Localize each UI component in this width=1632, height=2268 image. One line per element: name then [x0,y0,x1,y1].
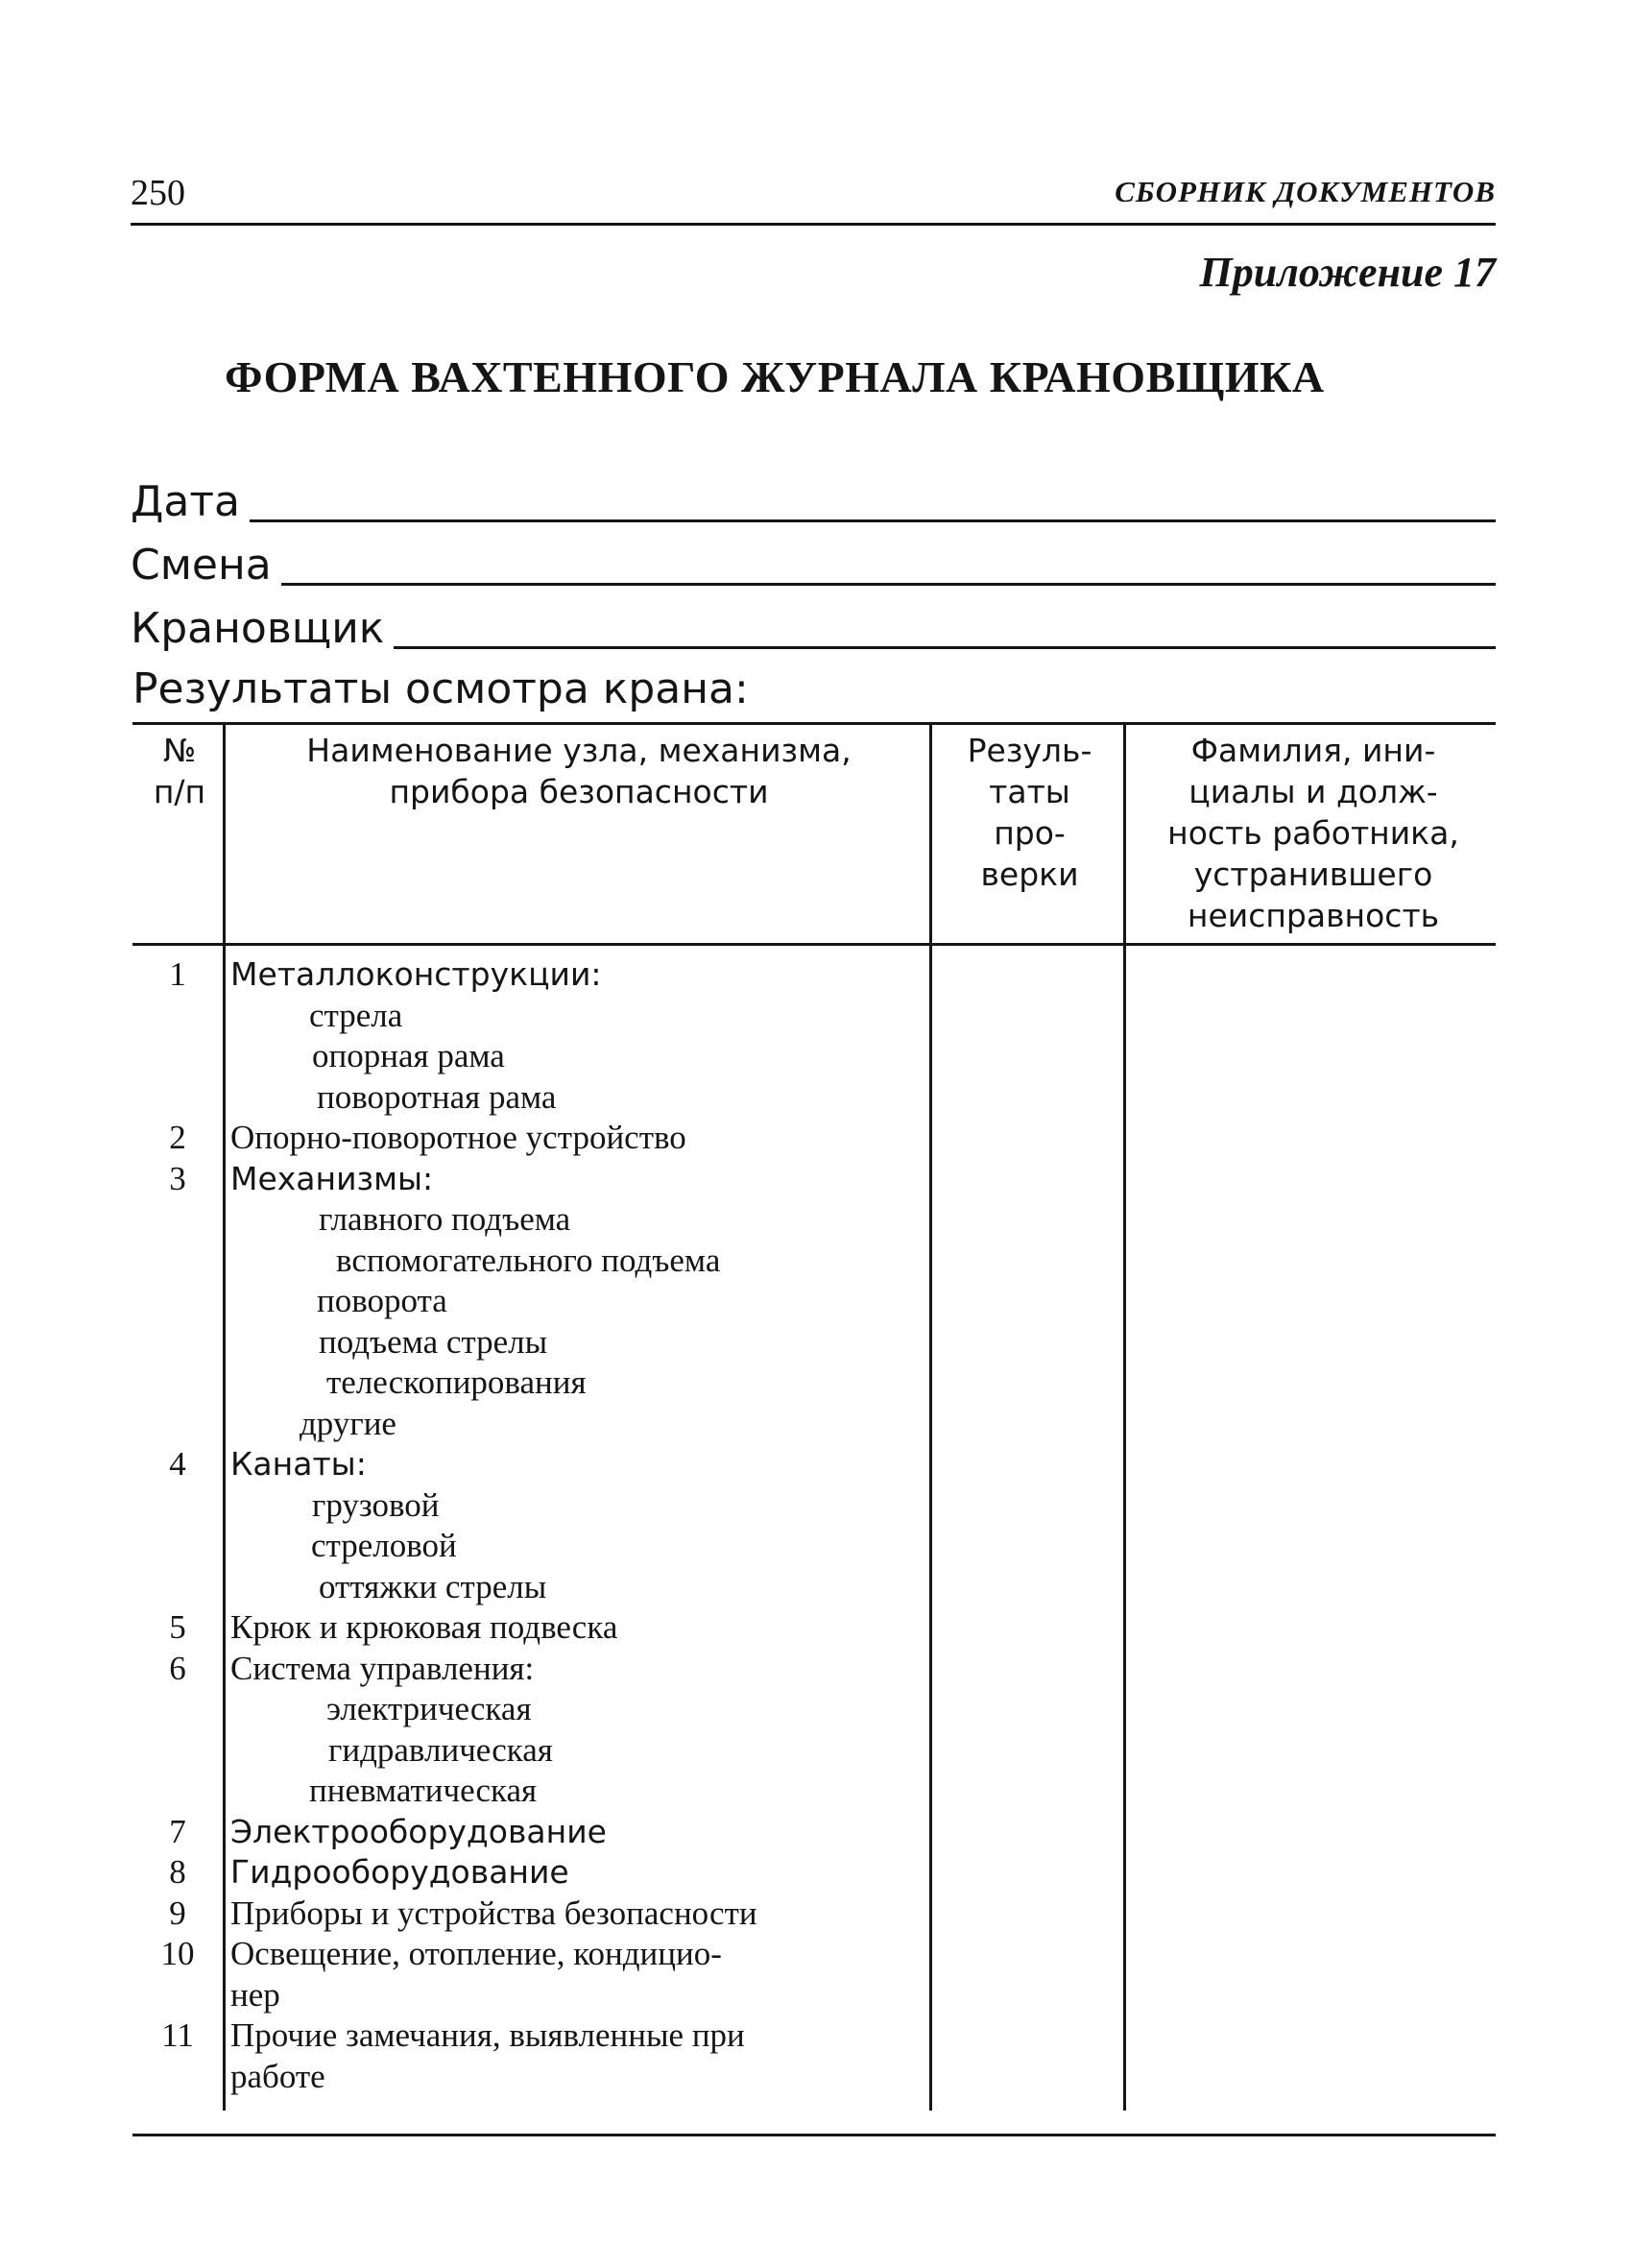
table-row [0,996,1632,1037]
header-person-line: ность работника, [1167,814,1459,852]
table-bottom-rule [132,2134,1496,2136]
shift-label: Смена [131,540,281,591]
table-row [0,954,1632,996]
table-row [0,1444,1632,1485]
header-person-line: Фамилия, ини- [1190,732,1436,769]
table-row [0,1567,1632,1608]
shift-fill-line [275,583,1496,586]
results-heading: Результаты осмотра крана: [132,664,749,713]
header-person-line: устранившего [1193,856,1433,893]
table-row [0,1363,1632,1404]
table-row [0,1281,1632,1322]
date-label: Дата [131,476,250,528]
header-result-line: таты [989,773,1070,810]
row-subitem: главного подъема [319,1200,571,1238]
row-subitem: электрическая [326,1690,532,1727]
table-row [0,1975,1632,2016]
row-number: 3 [169,1159,186,1197]
row-item: Система управления: [230,1649,535,1687]
row-subitem: подъема стрелы [319,1322,548,1361]
header-result-line: про- [994,814,1066,852]
table-row [0,1404,1632,1445]
row-subitem: грузовой [312,1485,440,1524]
operator-label: Крановщик [131,603,394,655]
page-header [131,171,1496,226]
row-subitem: гидравлическая [328,1730,553,1769]
row-item: Освещение, отопление, кондицио- [230,1935,722,1972]
table-row [0,1689,1632,1730]
header-name-line: Наименование узла, механизма, [306,732,852,769]
row-subitem: вспомогательного подъема [336,1241,721,1279]
table-row [0,1036,1632,1077]
row-item: Опорно-поворотное устройство [230,1119,686,1156]
header-number-line: п/п [153,773,206,810]
header-person-line: циалы и долж- [1188,773,1438,810]
row-subitem: опорная рама [312,1037,505,1074]
row-number: 2 [169,1119,186,1156]
table-row [0,1852,1632,1894]
operator-fill-line [390,646,1496,649]
table-top-rule [132,722,1496,725]
row-item: Металлоконструкции: [230,955,602,993]
table-row [0,1526,1632,1567]
row-item: работе [230,2057,325,2095]
table-row [0,1118,1632,1159]
table-row [0,1730,1632,1772]
header-number-line: № [162,732,197,769]
row-item: Электрооборудование [230,1812,607,1850]
row-number: 4 [169,1445,186,1483]
table-row [0,1322,1632,1363]
header-result-line: Резуль- [967,732,1092,769]
header-name [228,730,929,812]
table-row [0,1159,1632,1200]
table-row [0,2057,1632,2098]
row-number: 5 [169,1608,186,1646]
running-title: СБОРНИК ДОКУМЕНТОВ [1115,175,1496,208]
header-person-line: неисправность [1187,897,1440,934]
operator-field [131,597,1496,655]
appendix-label: Приложение 17 [1199,249,1496,296]
shift-field [131,534,1496,591]
header-result-line: верки [980,856,1079,893]
row-number: 6 [169,1649,186,1687]
table-row [0,1894,1632,1935]
table-header-rule [132,943,1496,946]
header-number [136,730,223,812]
header-name-line: прибора безопасности [389,773,769,810]
row-item: нер [230,1975,280,2014]
row-subitem: стрела [309,996,403,1034]
table-row [0,1199,1632,1241]
table-body [0,954,1632,2097]
row-number: 10 [160,1935,195,1972]
table-row [0,1485,1632,1527]
row-number: 9 [169,1894,186,1932]
row-subitem: другие [300,1404,396,1442]
row-number: 8 [169,1853,186,1891]
row-subitem: стреловой [311,1527,457,1564]
row-number: 11 [161,2016,194,2054]
row-item: Крюк и крюковая подвеска [230,1608,618,1646]
row-subitem: оттяжки стрелы [319,1567,547,1605]
row-item: Механизмы: [230,1159,434,1197]
row-subitem: поворотная рама [317,1077,557,1116]
row-item: Прочие замечания, выявленные при [230,2016,745,2054]
date-field [131,470,1496,528]
row-subitem: пневматическая [309,1772,538,1809]
row-subitem: телескопирования [326,1363,587,1401]
row-item: Приборы и устройства безопасности [230,1894,757,1932]
date-fill-line [236,519,1496,522]
page-number: 250 [131,173,185,213]
document-title: ФОРМА ВАХТЕННОГО ЖУРНАЛА КРАНОВЩИКА [225,352,1325,401]
row-subitem: поворота [317,1282,447,1319]
header-result [936,730,1123,895]
table-row [0,1241,1632,1282]
row-number: 1 [169,955,186,993]
row-item: Канаты: [230,1445,367,1483]
table-row [0,1607,1632,1649]
table-row [0,1649,1632,1690]
table-row [0,1934,1632,1975]
header-person [1133,730,1494,936]
table-row [0,2015,1632,2057]
row-item: Гидрооборудование [230,1853,569,1891]
table-row [0,1771,1632,1812]
row-number: 7 [169,1812,186,1850]
table-row [0,1812,1632,1853]
table-row [0,1077,1632,1119]
